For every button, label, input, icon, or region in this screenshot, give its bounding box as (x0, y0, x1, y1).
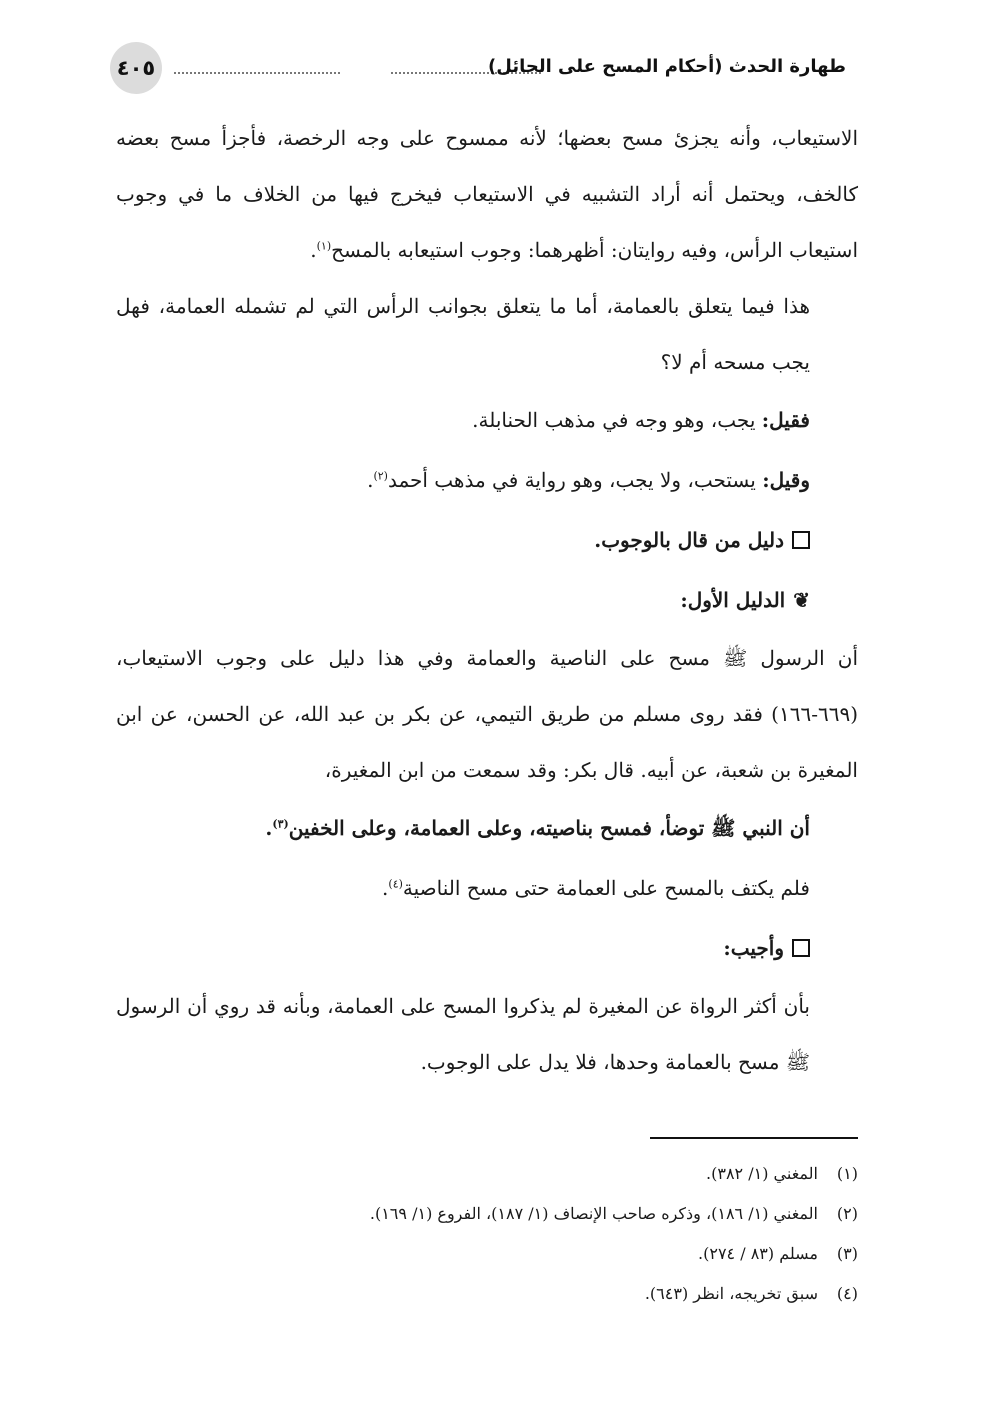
footnote-text: مسلم (٨٣ / ٢٧٤). (698, 1244, 818, 1263)
footnote-number: (٣) (836, 1244, 858, 1263)
heading-evidence-text: دليل من قال بالوجوب. (594, 528, 784, 552)
footnote-separator (650, 1137, 858, 1139)
paragraph-2: هذا فيما يتعلق بالعمامة، أما ما يتعلق بجوانب الرأس التي لم تشمله العمامة، فهل يجب مسحه أم لا؟ (116, 294, 810, 374)
heading-evidence (116, 510, 858, 570)
footnote-1 (116, 1154, 858, 1194)
hadith-text: أن النبي ﷺ توضأ، فمسح بناصيته، وعلى العمامة، وعلى الخفين (288, 816, 810, 840)
heading-first-evidence-text: الدليل الأول: (680, 588, 786, 612)
square-bullet-icon (792, 939, 810, 957)
page-number-badge (110, 42, 162, 94)
footnote-3 (116, 1234, 858, 1274)
opinion-2: وقيل: يستحب، ولا يجب، وهو رواية في مذهب أحمد$^{(٢)}$. (367, 468, 810, 492)
main-text (116, 110, 858, 1090)
heading-answer-text: وأجيب: (723, 936, 784, 960)
footnote-2 (116, 1194, 858, 1234)
footnote-number: (٢) (836, 1204, 858, 1223)
paragraph-4: فلم يكتف بالمسح على العمامة حتى مسح الناصية$^{(٤)}$. (382, 876, 810, 900)
running-title: طهارة الحدث (أحكام المسح على الحائل) (488, 56, 846, 77)
paragraph-1: الاستيعاب، وأنه يجزئ مسح بعضها؛ لأنه ممسوح على وجه الرخصة، فأجزأ مسح بعضه كالخف، ويحتمل أنه أراد التشبيه في الاستيعاب فيخرج فيها من الخلاف ما في وجوب استيعاب الرأس، وفيه روايتان: أظهرهما: وجوب استيعابه بالمسح$^{(١)}$. (116, 126, 858, 262)
paragraph-3: أن الرسول ﷺ مسح على الناصية والعمامة وفي هذا دليل على وجوب الاستيعاب، (٦٦٩-١٦٦) فقد روى مسلم من طريق التيمي، عن بكر بن عبد الله، عن الحسن، عن ابن المغيرة بن شعبة، عن أبيه. قال بكر: وقد سمعت من ابن المغيرة، (116, 646, 858, 782)
footnote-number: (١) (836, 1164, 858, 1183)
heading-first-evidence (116, 570, 858, 630)
paragraph-5: بأن أكثر الرواة عن المغيرة لم يذكروا المسح على العمامة، وبأنه قد روي أن الرسول ﷺ مسح بالعمامة وحدها، فلا يدل على الوجوب. (116, 994, 810, 1074)
page-number: ٤٠٥ (116, 56, 156, 80)
footnote-number: (٤) (836, 1284, 858, 1303)
footnote-ref-3[interactable]: (٣) (272, 817, 289, 831)
page-header (110, 42, 846, 98)
footnote-ref-4[interactable]: (٤) (388, 877, 403, 891)
footnotes (116, 1154, 858, 1314)
paragraph-1-text: الاستيعاب، وأنه يجزئ مسح بعضها؛ لأنه ممسوح على وجه الرخصة، فأجزأ مسح بعضه كالخف، ويحتمل أنه أراد التشبيه في الاستيعاب فيخرج فيها من الخلاف ما في وجوب استيعاب الرأس، وفيه روايتان: أظهرهما: وجوب استيعابه بالمسح (116, 126, 858, 262)
opinion-2-label: وقيل: (762, 468, 810, 492)
paragraph-4-text: فلم يكتف بالمسح على العمامة حتى مسح الناصية (402, 876, 810, 900)
footnote-text: سبق تخريجه، انظر (٦٤٣). (644, 1284, 818, 1303)
opinion-2-text: يستحب، ولا يجب، وهو رواية في مذهب أحمد (387, 468, 763, 492)
leaf-ornament-icon: ❦ (793, 588, 810, 612)
header-dotted-rule-left (174, 72, 340, 74)
hadith-quote: أن النبي ﷺ توضأ، فمسح بناصيته، وعلى العمامة، وعلى الخفين$^{(٣)}$. (265, 816, 810, 840)
heading-answer (116, 918, 858, 978)
footnote-ref-2[interactable]: (٢) (373, 469, 388, 483)
opinion-1-label: فقيل: (761, 408, 810, 432)
footnote-4 (116, 1274, 858, 1314)
opinion-1 (116, 390, 858, 450)
opinion-1-text: يجب، وهو وجه في مذهب الحنابلة. (472, 408, 762, 432)
footnote-text: المغني (١/ ٣٨٢). (706, 1164, 818, 1183)
footnote-text: المغني (١/ ١٨٦)، وذكره صاحب الإنصاف (١/ ١٨٧)، الفروع (١/ ١٦٩). (369, 1204, 818, 1223)
square-bullet-icon (792, 531, 810, 549)
footnote-ref-1[interactable]: (١) (316, 239, 332, 253)
